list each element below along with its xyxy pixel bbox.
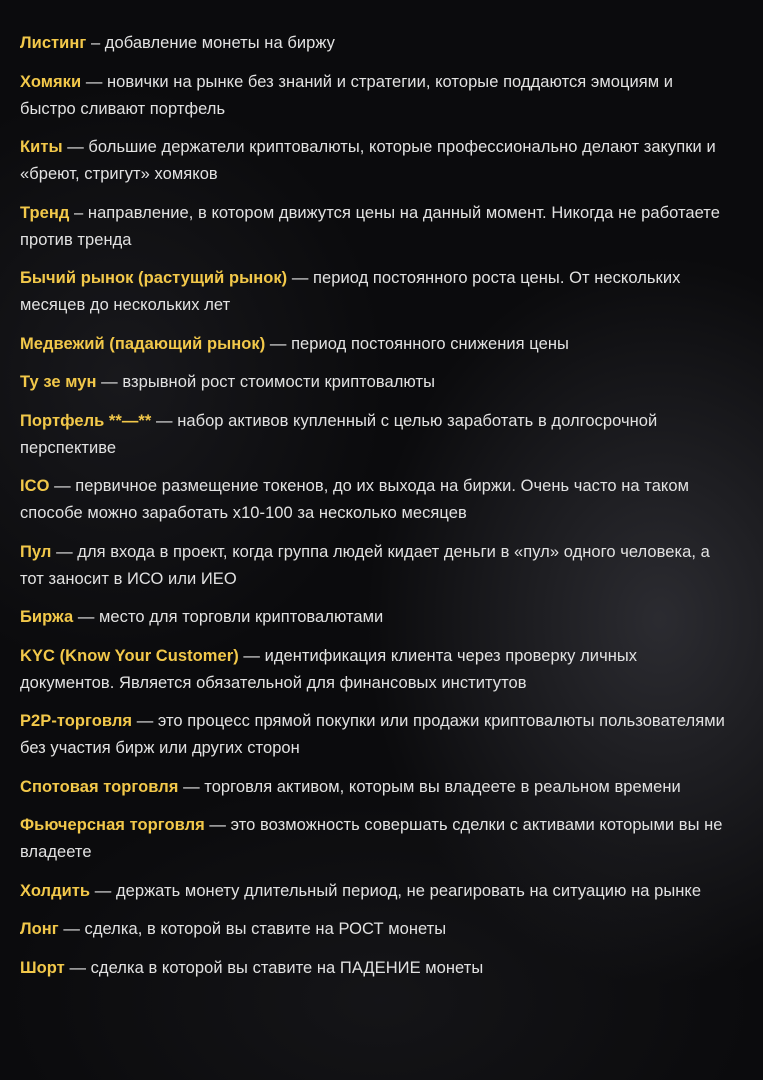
term: Ту зе мун (20, 373, 97, 391)
definition: — большие держатели криптовалюты, которые профессионально делают закупки и «бреют, стригут» хомяков (20, 138, 716, 183)
term: Пул (20, 542, 52, 561)
glossary-entry-short (20, 955, 727, 982)
glossary-entry-whales (20, 134, 727, 188)
glossary-entry-kyc (20, 643, 727, 697)
glossary-entry-ico (20, 473, 727, 527)
glossary-entry-pool (20, 539, 727, 593)
definition: — новички на рынке без знаний и стратегии, которые поддаются эмоциям и быстро сливают портфель (20, 72, 674, 118)
glossary-entry-listing (20, 30, 727, 57)
definition: — идентификация клиента через проверку личных документов. Является обязательной для финансовых институтов (20, 646, 638, 692)
term: Шорт (20, 958, 65, 977)
definition: — это возможность совершать сделки с активами которыми вы не владеете (20, 816, 723, 861)
definition: – направление, в котором движутся цены на данный момент. Никогда не работаете против тренда (20, 203, 720, 249)
term: Биржа (20, 608, 74, 626)
definition: — период постоянного роста цены. От нескольких месяцев до нескольких лет (20, 269, 681, 314)
term: Бычий рынок (растущий рынок) (20, 269, 288, 287)
term: Хомяки (20, 72, 82, 91)
definition: — место для торговли криптовалютами (73, 608, 384, 626)
glossary-entry-hamsters (20, 69, 727, 123)
glossary-entry-hodl (20, 878, 727, 905)
term: Медвежий (падающий рынок) (20, 334, 266, 353)
term: P2P-торговля (20, 712, 133, 730)
glossary-entry-p2p (20, 708, 727, 762)
glossary-entry-futures-trading (20, 812, 727, 866)
term: Киты (20, 138, 63, 156)
definition: — период постоянного снижения цены (265, 334, 569, 353)
definition: — набор активов купленный с целью заработать в долгосрочной перспективе (20, 411, 658, 457)
term: Листинг (20, 34, 87, 52)
definition: — взрывной рост стоимости криптовалюты (96, 373, 435, 391)
term: Фьючерсная торговля (20, 816, 205, 834)
glossary-entry-bull-market (20, 265, 727, 319)
glossary-entry-trend (20, 200, 727, 254)
definition: — сделка в которой вы ставите на ПАДЕНИЕ монеты (64, 958, 484, 977)
glossary-entry-portfolio (20, 408, 727, 462)
glossary-entry-long (20, 916, 727, 943)
term: Спотовая торговля (20, 777, 179, 796)
definition: — для входа в проект, когда группа людей кидает деньги в «пул» одного человека, а тот заносит в ИСО или ИЕО (20, 542, 710, 588)
definition: — торговля активом, которым вы владеете в реальном времени (178, 777, 681, 796)
glossary-entry-spot-trading (20, 774, 727, 801)
term: Холдить (20, 881, 91, 900)
term: Портфель **—** (20, 411, 152, 430)
term: ICO (20, 477, 50, 495)
definition: — это процесс прямой покупки или продажи криптовалюты пользователями без участия бирж или других сторон (20, 712, 725, 757)
term: KYC (Know Your Customer) (20, 646, 239, 665)
definition: — держать монету длительный период, не реагировать на ситуацию на рынке (90, 881, 702, 900)
glossary-list (20, 30, 727, 982)
definition: — первичное размещение токенов, до их выхода на биржи. Очень часто на таком способе можно заработать х10-100 за несколько месяцев (20, 477, 690, 522)
definition: — сделка, в которой вы ставите на РОСТ монеты (58, 920, 447, 938)
glossary-entry-bear-market (20, 331, 727, 358)
glossary-entry-to-the-moon (20, 369, 727, 396)
glossary-entry-exchange (20, 604, 727, 631)
term: Тренд (20, 203, 70, 222)
definition: – добавление монеты на биржу (86, 34, 335, 52)
term: Лонг (20, 920, 59, 938)
